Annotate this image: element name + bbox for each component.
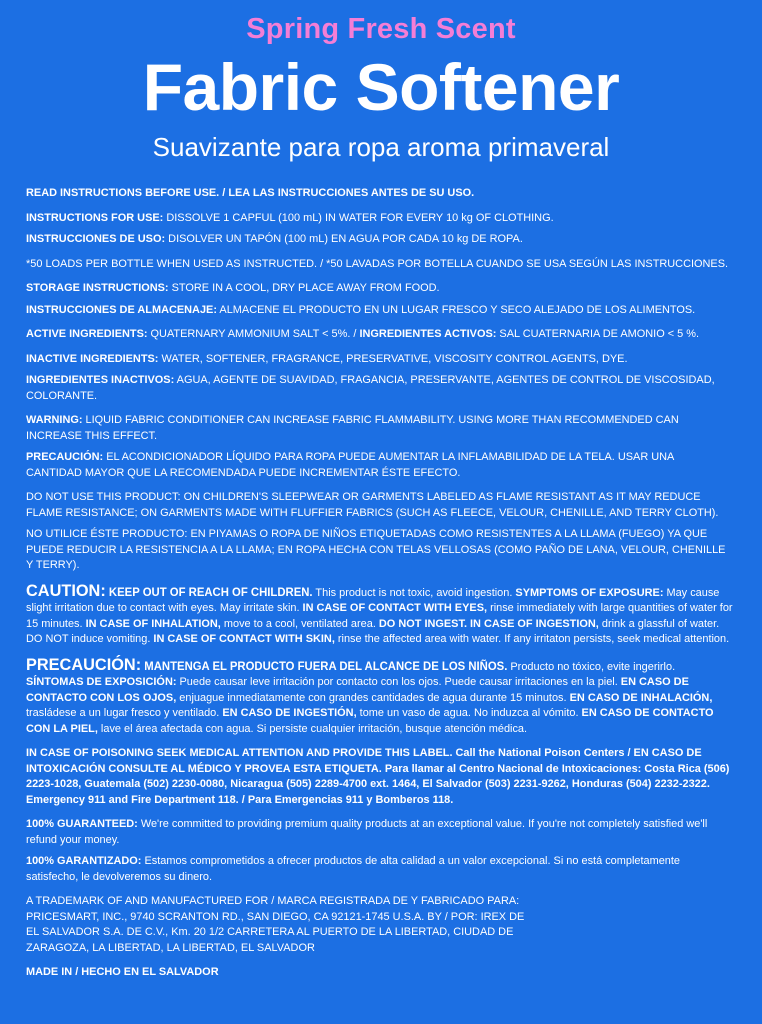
guarantee-en-label: 100% GUARANTEED: — [26, 818, 138, 830]
prec-t4: trasládese a un lugar fresco y ventilado. — [26, 707, 223, 719]
active-en-text: QUATERNARY AMMONIUM SALT < 5%. / — [147, 328, 360, 340]
inactive-en-text: WATER, SOFTENER, FRAGRANCE, PRESERVATIVE, VISCOSITY CONTROL AGENTS, DYE. — [158, 352, 628, 365]
caution-b5: IN CASE OF CONTACT WITH SKIN, — [153, 633, 335, 645]
trademark-line-4: ZARAGOZA, LA LIBERTAD, LA LIBERTAD, EL SALVADOR — [26, 941, 315, 954]
caution-t6: rinse the affected area with water. If any irritaton persists, seek medical attention. — [334, 633, 730, 645]
prec-t6: lave el área afectada con agua. Si persiste cualquier irritación, busque atención médica. — [97, 722, 528, 735]
caution-heading: CAUTION: — [26, 580, 106, 600]
prec-b1: SÍNTOMAS DE EXPOSICIÓN: — [26, 676, 177, 688]
caution-keep-out: KEEP OUT OF REACH OF CHILDREN. — [105, 584, 313, 599]
label-text — [26, 186, 733, 981]
do-not-use-es: NO UTILICE ÉSTE PRODUCTO: EN PIYAMAS O ROPA DE NIÑOS ETIQUETADAS COMO RESISTENTES A LA LLAMA (FUEGO) YA QUE PUEDE REDUCIR LA RESISTENCIA A LA LLAMA; EN ROPA HECHA CON TELAS VELLOSAS (COMO PAÑO DE LANA, VELOUR, CHENILLE Y TERRY). — [26, 528, 726, 571]
precaucion-heading: PRECAUCIÓN: — [26, 654, 142, 674]
guarantee-en-text: We're committed to providing premium quality products at an exceptional value. If you're not completely satisfied we'll refund your money. — [26, 818, 708, 846]
use-es-text: DISOLVER UN TAPÓN (100 mL) EN AGUA POR CADA 10 kg DE ROPA. — [165, 233, 523, 245]
caution-t4: move to a cool, ventilated area. — [220, 617, 379, 630]
inactive-es-text: AGUA, AGENTE DE SUAVIDAD, FRAGANCIA, PRESERVANTE, AGENTES DE CONTROL DE VISCOSIDAD, COLORANTE. — [26, 374, 715, 402]
trademark — [26, 894, 733, 956]
guarantee-es-label: 100% GARANTIZADO: — [26, 855, 142, 867]
use-en — [26, 211, 733, 227]
inactive-en — [26, 352, 733, 368]
guarantee-es-text: Estamos comprometidos a ofrecer productos de alta calidad a un valor excepcional. Si no está completamente satisfecho, le devolveremos su dinero. — [26, 855, 680, 883]
use-es — [26, 232, 733, 248]
guarantee-en — [26, 817, 733, 848]
trademark-line-2: PRICESMART, INC., 9740 SCRANTON RD., SAN DIEGO, CA 92121-1745 U.S.A. BY / POR: IREX DE — [26, 910, 525, 923]
caution-b3: IN CASE OF INHALATION, — [85, 617, 221, 630]
warning-label: WARNING: — [26, 414, 83, 426]
active-es-label: INGREDIENTES ACTIVOS: — [359, 328, 497, 340]
storage-en — [26, 281, 733, 297]
caution-t3: rinse immediately with large quantities of water for 15 minutes. — [26, 602, 733, 630]
caution-t2: May cause slight irritation due to contact with eyes. May irritate skin. — [26, 586, 720, 614]
guarantee-es — [26, 854, 733, 885]
read-instructions: READ INSTRUCTIONS BEFORE USE. / LEA LAS INSTRUCCIONES ANTES DE SU USO. — [26, 187, 475, 199]
made-in: MADE IN / HECHO EN EL SALVADOR — [26, 966, 219, 978]
product-subtitle: Suavizante para ropa aroma primaveral — [152, 132, 610, 162]
trademark-line-3: EL SALVADOR S.A. DE C.V., Km. 20 1/2 CARRETERA AL PUERTO DE LA LIBERTAD, CIUDAD DE — [26, 926, 514, 938]
do-not-use-en: DO NOT USE THIS PRODUCT: ON CHILDREN'S SLEEPWEAR OR GARMENTS LABELED AS FLAME RESISTANT AS IT MAY REDUCE FLAME RESISTANCE; ON GARMENTS MADE WITH FLUFFIER FABRICS (SUCH AS FLEECE, VELOUR, CHENILLE, AND TERRY CLOTH). — [26, 491, 719, 519]
prec-t5: tome un vaso de agua. No induzca al vómito. — [356, 707, 582, 719]
warning — [26, 413, 733, 444]
storage-en-label: STORAGE INSTRUCTIONS: — [26, 282, 169, 294]
caution-b4: DO NOT INGEST. IN CASE OF INGESTION, — [378, 617, 599, 630]
storage-es-text: ALMACENE EL PRODUCTO EN UN LUGAR FRESCO Y SECO ALEJADO DE LOS ALIMENTOS. — [216, 303, 696, 316]
caution-en — [26, 580, 733, 648]
prec-b2: EN CASO DE CONTACTO CON LOS OJOS, — [26, 676, 689, 704]
warning-text: LIQUID FABRIC CONDITIONER CAN INCREASE FABRIC FLAMMABILITY. USING MORE THAN RECOMMENDED CAN INCREASE THIS EFFECT. — [26, 414, 679, 442]
use-en-label: INSTRUCTIONS FOR USE: — [26, 211, 164, 224]
caution-b1: SYMPTOMS OF EXPOSURE: — [515, 586, 664, 599]
active-es-text: SAL CUATERNARIA DE AMONIO < 5 %. — [496, 328, 700, 340]
prec-t3: enjuague inmediatamente con grandes cantidades de agua durante 15 minutos. — [176, 691, 570, 704]
precaucion-keep-out: MANTENGA EL PRODUCTO FUERA DEL ALCANCE DE LOS NIÑOS. — [141, 658, 508, 673]
precaucion-label: PRECAUCIÓN: — [26, 451, 104, 463]
use-en-text: DISSOLVE 1 CAPFUL (100 mL) IN WATER FOR EVERY 10 kg OF CLOTHING. — [163, 211, 554, 224]
storage-es — [26, 303, 733, 319]
prec-b4: EN CASO DE INGESTIÓN, — [222, 707, 357, 719]
active-en-label: ACTIVE INGREDIENTS: — [26, 328, 148, 340]
loads: *50 LOADS PER BOTTLE WHEN USED AS INSTRUCTED. / *50 LAVADAS POR BOTELLA CUANDO SE USA SEGÚN LAS INSTRUCCIONES. — [26, 257, 729, 270]
inactive-es — [26, 373, 733, 404]
prec-b3: EN CASO DE INHALACIÓN, — [569, 691, 713, 704]
inactive-es-label: INGREDIENTES INACTIVOS: — [26, 374, 175, 386]
active-ingredients — [26, 327, 733, 343]
caution-t1: This product is not toxic, avoid ingestion. — [312, 586, 516, 599]
poison-centers: IN CASE OF POISONING SEEK MEDICAL ATTENTION AND PROVIDE THIS LABEL. Call the National Poison Centers / EN CASO DE INTOXICACIÓN CONSULTE AL MÉDICO Y PROVEA ESTA ETIQUETA. Para llamar al Centro Nacional de Intoxicaciones: Costa Rica (506) 2223-1028, Guatemala (502) 2230-0080, Nicaragua (505) 2289-4700 ext. 1464, El Salvador (503) 2231-9262, Honduras (504) 2232-2322. Emergency 911 and Fire Department 118. / Para Emergencias 911 y Bomberos 118. — [26, 747, 730, 806]
inactive-en-label: INACTIVE INGREDIENTS: — [26, 352, 159, 365]
precaucion-text: EL ACONDICIONADOR LÍQUIDO PARA ROPA PUEDE AUMENTAR LA INFLAMABILIDAD DE LA TELA. USAR UNA CANTIDAD MAYOR QUE LA RECOMENDADA PUEDE INCREMENTAR ÉSTE EFECTO. — [26, 451, 674, 479]
storage-es-label: INSTRUCCIONES DE ALMACENAJE: — [26, 303, 217, 316]
prec-t2: Puede causar leve irritación por contacto con los ojos. Puede causar irritaciones en la piel. — [176, 676, 621, 688]
storage-en-text: STORE IN A COOL, DRY PLACE AWAY FROM FOOD. — [168, 282, 440, 294]
product-title: Fabric Softener — [142, 50, 620, 124]
use-es-label: INSTRUCCIONES DE USO: — [26, 233, 166, 245]
caution-b2: IN CASE OF CONTACT WITH EYES, — [302, 602, 488, 614]
prec-b5: EN CASO DE CONTACTO CON LA PIEL, — [26, 707, 714, 735]
precaucion — [26, 450, 733, 481]
prec-t1: Producto no tóxico, evite ingerirlo. — [507, 660, 676, 673]
caution-es — [26, 654, 733, 738]
trademark-line-1: A TRADEMARK OF AND MANUFACTURED FOR / MARCA REGISTRADA DE Y FABRICADO PARA: — [26, 895, 520, 907]
caution-t5: drink a glassful of water. DO NOT induce vomiting. — [26, 617, 720, 645]
scent-heading: Spring Fresh Scent — [246, 13, 516, 45]
